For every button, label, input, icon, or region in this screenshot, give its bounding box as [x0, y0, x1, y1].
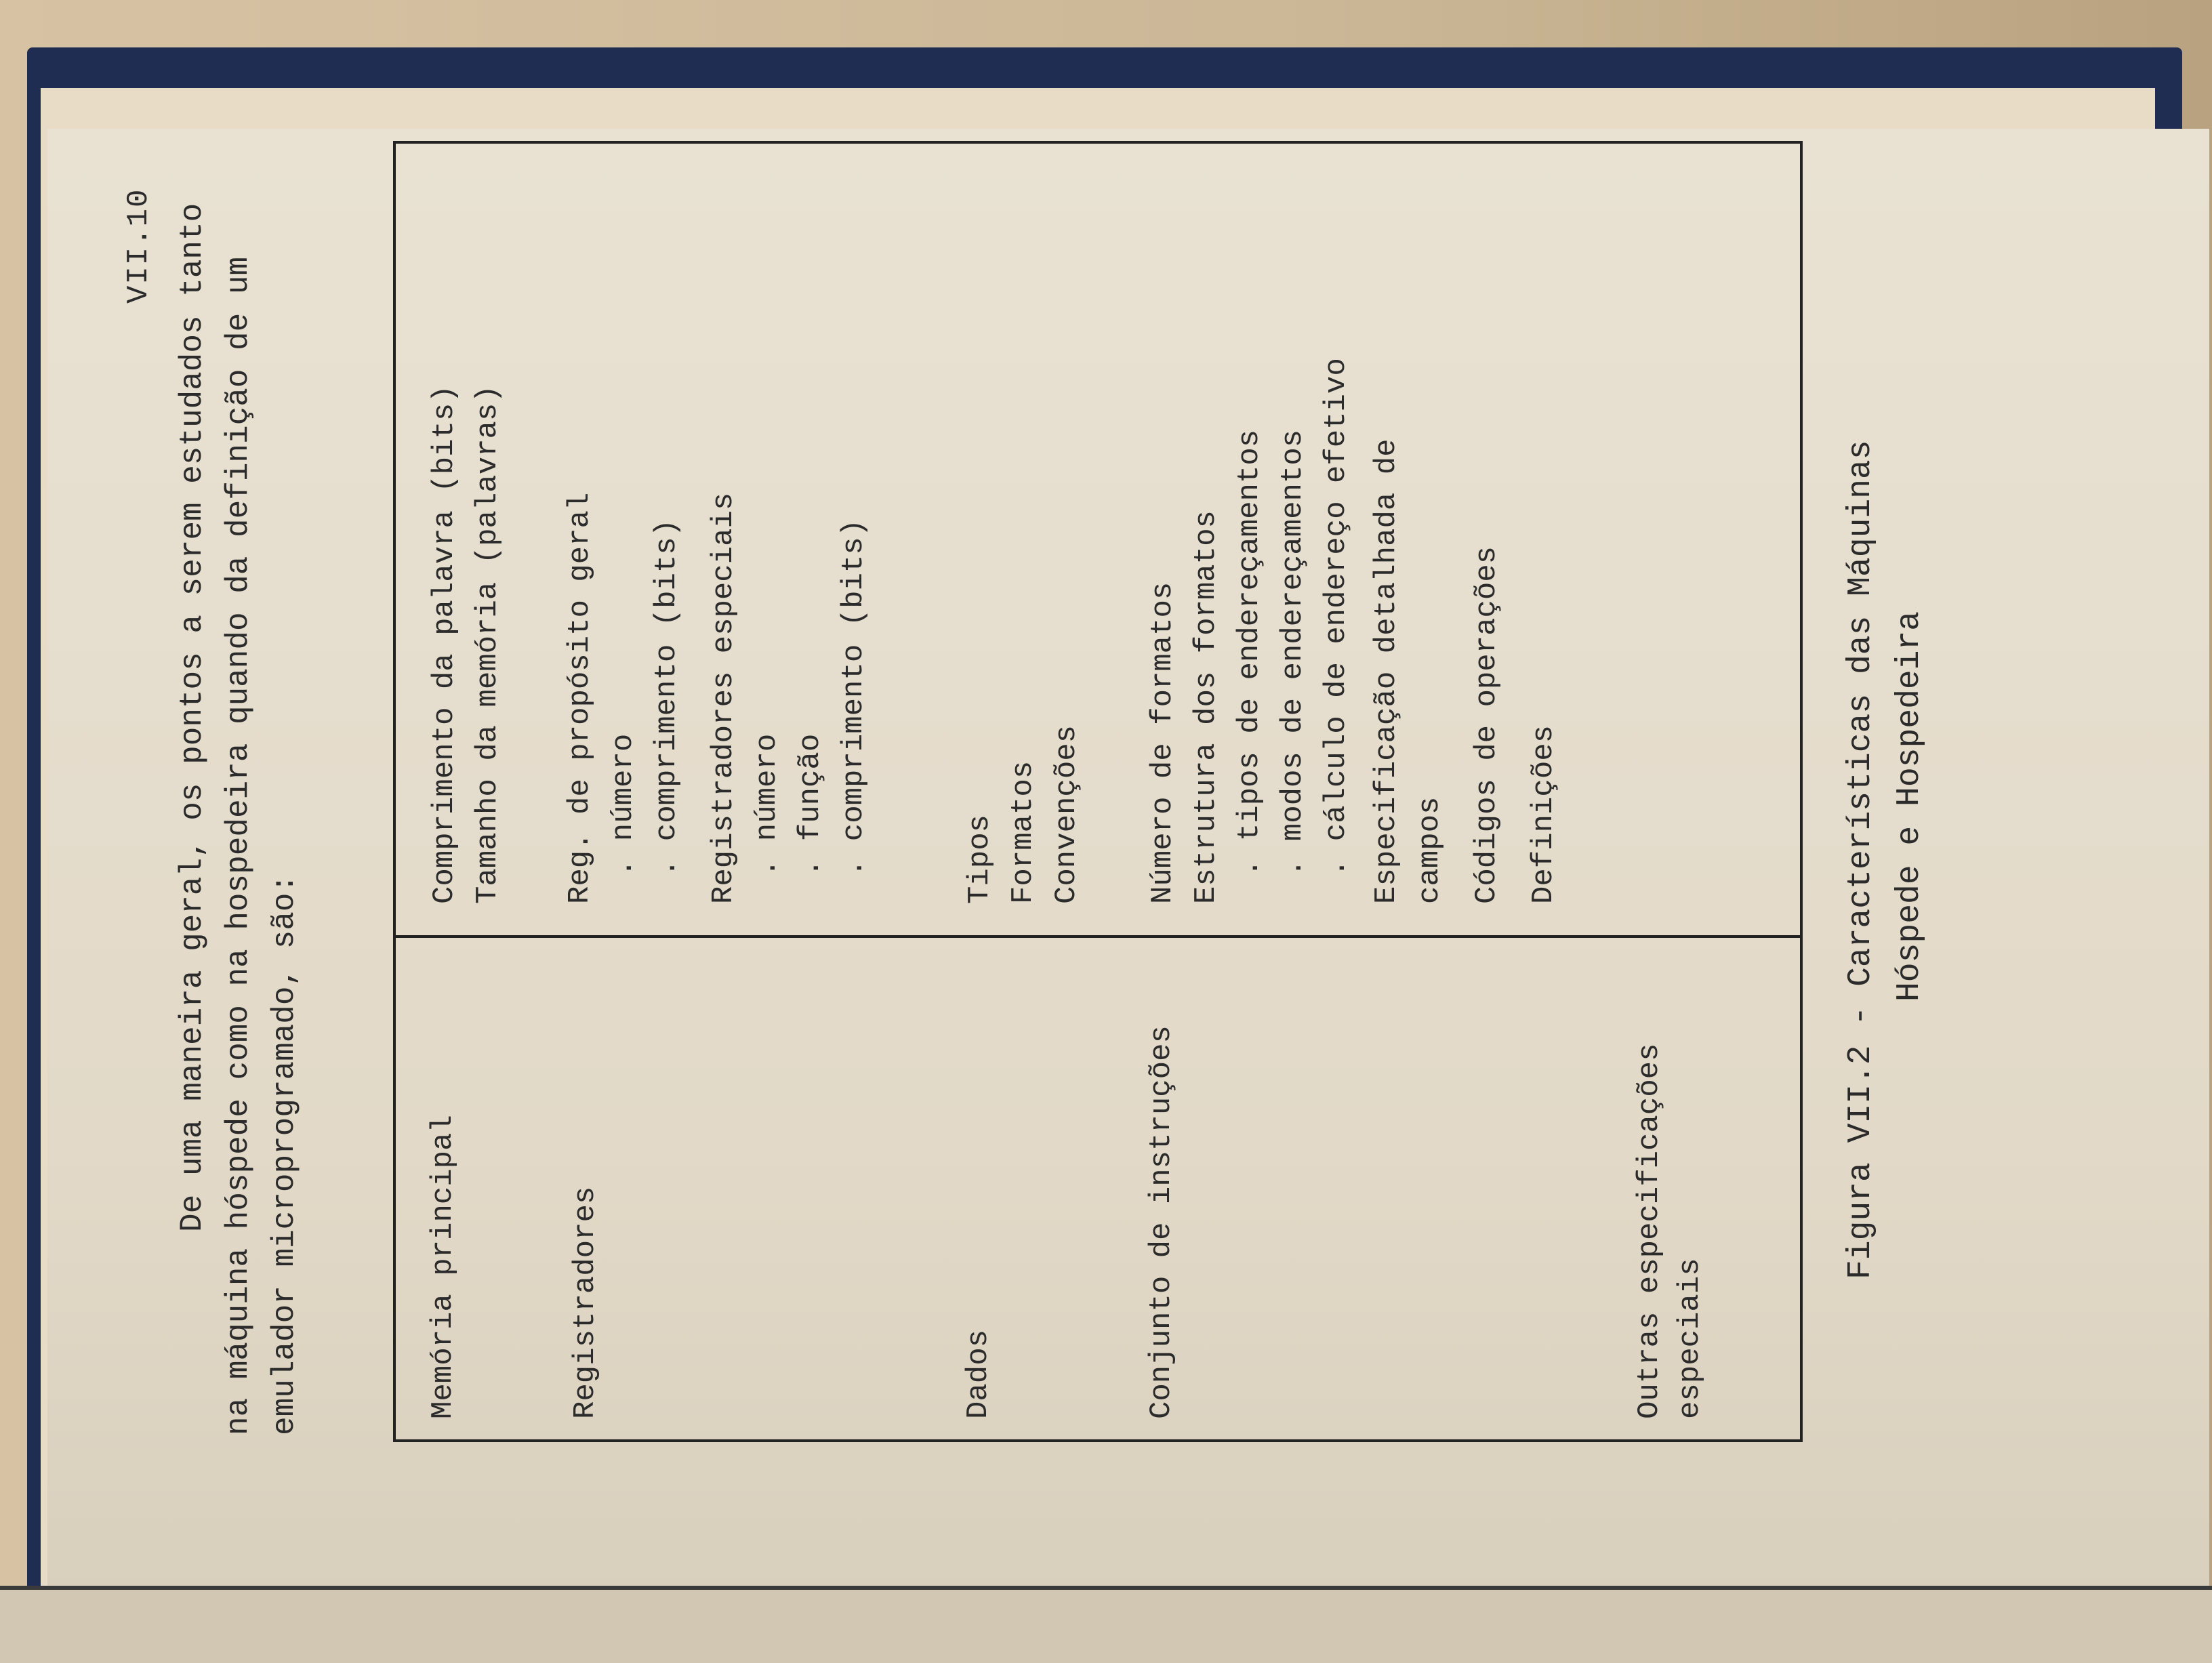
- table-row-items: [958, 159, 1088, 904]
- table-row-items: [423, 159, 510, 904]
- table-row-category: Memória principal: [426, 1115, 460, 1419]
- caption-line: Figura VII.2 - Características das Máquinas: [1843, 440, 1879, 1279]
- characteristics-table: [393, 141, 1803, 1442]
- table-subitem: . cálculo de endereço efetivo: [1319, 358, 1353, 877]
- table-item: Tipos: [963, 814, 997, 904]
- caption-line: Hóspede e Hospedeira: [1891, 611, 1928, 1002]
- table-row-items: [558, 159, 876, 904]
- table-row-category: Conjunto de instruções: [1145, 1025, 1179, 1419]
- table-row-items: [1141, 159, 1565, 904]
- table-subitem: . comprimento (bits): [650, 518, 684, 877]
- figure-caption: [1837, 440, 1934, 1279]
- table-item: Tamanho da memória (palavras): [471, 385, 505, 904]
- table-row-category: Dados: [962, 1329, 996, 1419]
- table-item: Especificação detalhada de: [1370, 438, 1404, 904]
- intro-line: emulador microprogramado, são:: [267, 874, 302, 1435]
- intro-paragraph: [169, 182, 308, 1435]
- table-subitem: . função: [794, 733, 827, 877]
- table-subitem: . comprimento (bits): [837, 518, 871, 877]
- table-subitem: . número: [750, 733, 784, 877]
- table-row-category: Registradores: [569, 1186, 602, 1419]
- table-subitem: . tipos de endereçamentos: [1233, 429, 1267, 877]
- table-item: Definições: [1527, 724, 1561, 904]
- intro-line: na máquina hóspede como na hospedeira quando da definição de um: [221, 256, 256, 1435]
- table-item: Registradores especiais: [707, 492, 741, 904]
- table-item: Número de formatos: [1146, 581, 1180, 904]
- table-item: Códigos de operações: [1470, 546, 1504, 904]
- table-divider: [396, 935, 1800, 938]
- table-item: Convenções: [1050, 724, 1084, 904]
- table-item: Estrutura dos formatos: [1189, 510, 1223, 904]
- table-item: Formatos: [1006, 760, 1040, 904]
- table-row-category: Outras especificações especiais: [1633, 1043, 1707, 1419]
- table-item: Reg. de propósito geral: [563, 492, 597, 904]
- table-item: campos: [1413, 796, 1447, 904]
- table-subitem: . número: [607, 733, 640, 877]
- intro-line: De uma maneira geral, os pontos a serem estudados tanto: [175, 203, 210, 1232]
- table-subitem: . modos de endereçamentos: [1276, 429, 1310, 877]
- page-number: VII.10: [122, 188, 156, 304]
- table-item: Comprimento da palavra (bits): [428, 385, 462, 904]
